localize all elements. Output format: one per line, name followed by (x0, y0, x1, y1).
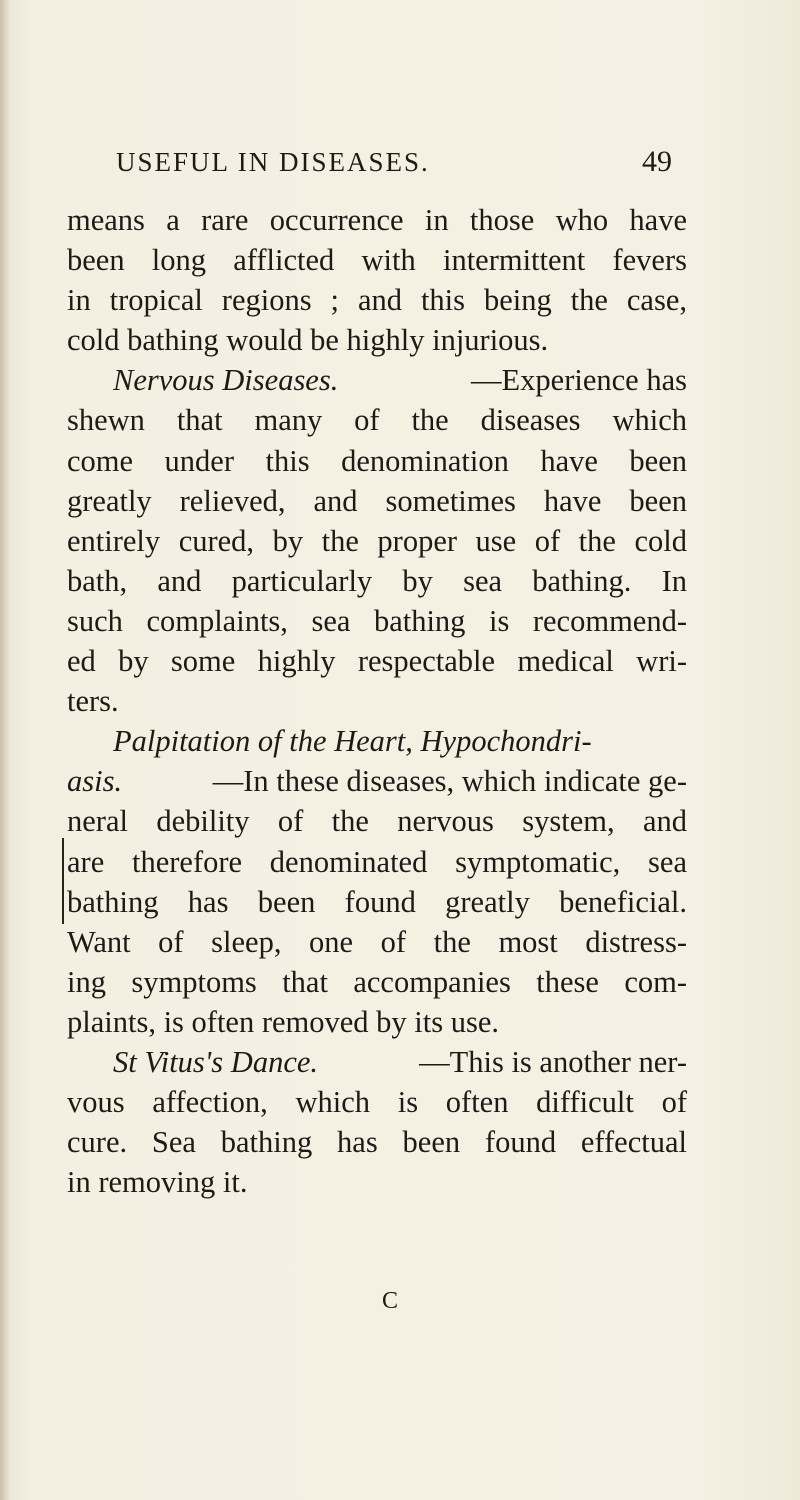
signature-mark: C (382, 1288, 399, 1314)
section-first-line-rest: —Experience has (471, 363, 687, 398)
body-text (67, 200, 687, 1202)
text-line: greatly relieved, and sometimes have been (67, 483, 687, 518)
text-line: come under this denomination have been (67, 443, 687, 478)
text-line: bath, and particularly by sea bathing. In (67, 563, 687, 598)
text-line: entirely cured, by the proper use of the cold (67, 523, 687, 558)
section-first-line-rest: —In these diseases, which indicate ge- (212, 764, 687, 799)
running-head-title: USEFUL IN DISEASES. (116, 147, 430, 177)
section-first-line (67, 360, 687, 400)
text-line: such complaints, sea bathing is recommend- (67, 603, 687, 638)
text-line: neral debility of the nervous system, and (67, 804, 687, 839)
text-line: cold bathing would be highly injurious. (67, 323, 549, 358)
text-line: plaints, is often removed by its use. (67, 1004, 500, 1039)
section-first-line-rest: —This is another ner- (419, 1044, 687, 1079)
section-first-line (67, 1042, 687, 1082)
text-line: bathing has been found greatly beneficial. (67, 884, 687, 919)
section-heading-st-vitus-dance: St Vitus's Dance. (113, 1044, 319, 1079)
binding-shadow (0, 0, 10, 1500)
text-line: cure. Sea bathing has been found effectual (67, 1125, 687, 1160)
section-heading-continued: asis. (67, 764, 123, 799)
text-line: in removing it. (67, 1165, 248, 1200)
text-line: ing symptoms that accompanies these com- (67, 964, 687, 999)
section-heading-palpitation: Palpitation of the Heart, Hypochondri- (113, 724, 592, 759)
text-line: ters. (67, 684, 119, 719)
section-heading-line (67, 721, 687, 761)
text-line: in tropical regions ; and this being the case, (67, 283, 687, 318)
section-heading-nervous-diseases: Nervous Diseases. (113, 363, 339, 398)
text-line: ed by some highly respectable medical wri- (67, 644, 687, 679)
text-line: been long afflicted with intermittent fevers (67, 243, 687, 278)
page-number: 49 (642, 145, 672, 178)
text-line: means a rare occurrence in those who have (67, 203, 687, 237)
text-line: shewn that many of the diseases which (67, 403, 687, 438)
margin-mark (62, 838, 64, 924)
text-line: are therefore denominated symptomatic, sea (67, 844, 687, 879)
section-first-line (67, 761, 687, 801)
running-head (112, 142, 672, 182)
text-line: vous affection, which is often difficult of (67, 1085, 687, 1120)
text-line: Want of sleep, one of the most distress- (67, 924, 687, 959)
